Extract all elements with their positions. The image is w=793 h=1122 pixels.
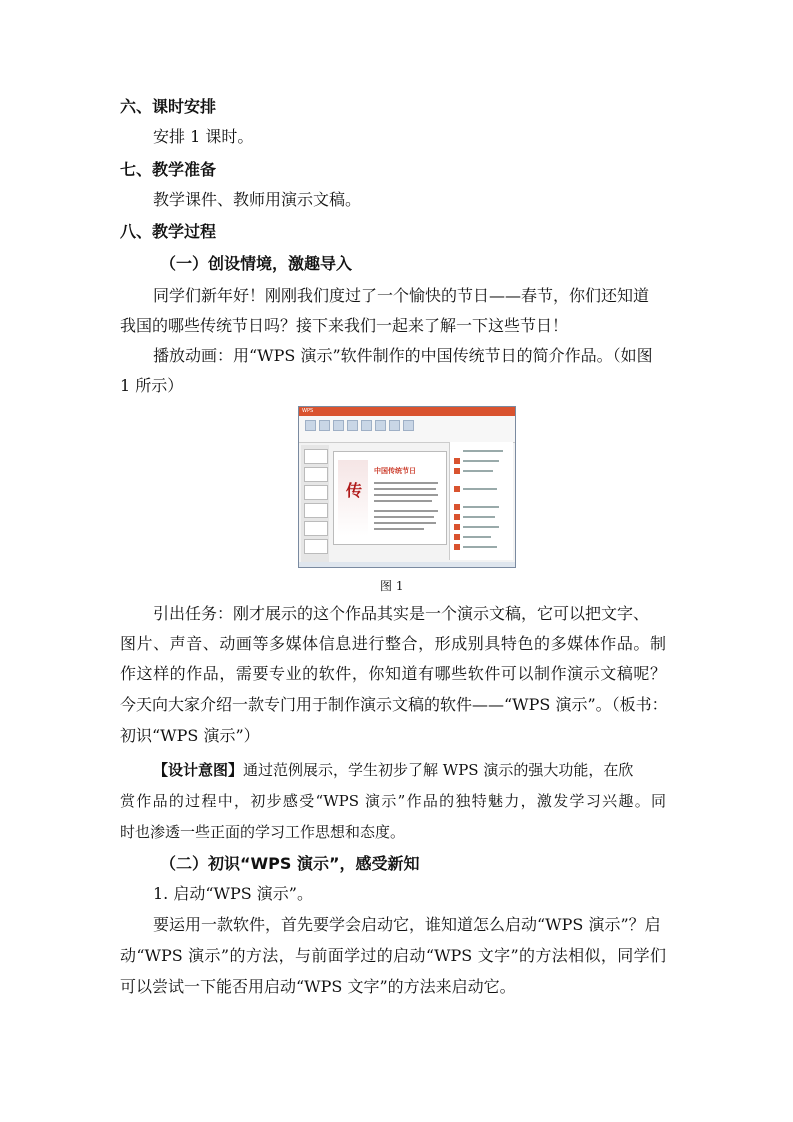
figure-slide-title: 中国传统节日 <box>374 467 416 475</box>
figure-ribbon <box>299 416 515 443</box>
subsection-1-heading: （一）创设情境，激趣导入 <box>160 254 353 273</box>
section-6-body: 安排 1 课时。 <box>153 127 254 146</box>
paragraph-3-line-1: 引出任务：刚才展示的这个作品其实是一个演示文稿，它可以把文字、 <box>153 604 650 623</box>
figure-caption: 图 1 <box>380 579 404 593</box>
paragraph-4-line-3: 可以尝试一下能否用启动“WPS 文字”的方法来启动它。 <box>120 977 516 996</box>
paragraph-2-line-1: 播放动画：用“WPS 演示”软件制作的中国传统节日的简介作品。（如图 <box>153 346 653 365</box>
subsection-2-heading: （二）初识“WPS 演示”，感受新知 <box>160 854 420 873</box>
paragraph-4-line-2: 动“WPS 演示”的方法，与前面学过的启动“WPS 文字”的方法相似，同学们 <box>120 946 666 965</box>
design-intent-text: 通过范例展示，学生初步了解 WPS 演示的强大功能，在欣 <box>243 761 634 779</box>
design-intent-line-3: 时也渗透一些正面的学习工作思想和态度。 <box>120 823 406 841</box>
figure-slide-art: 传 <box>338 460 368 536</box>
design-intent-line-2: 赏作品的过程中，初步感受“WPS 演示”作品的独特魅力，激发学习兴趣。同 <box>120 792 666 810</box>
paragraph-4-line-1: 要运用一款软件，首先要学会启动它，谁知道怎么启动“WPS 演示”？启 <box>153 915 661 934</box>
list-item-1: 1. 启动“WPS 演示”。 <box>153 884 313 903</box>
figure-slide-canvas <box>333 451 447 545</box>
figure-slide-thumbnails <box>301 445 329 563</box>
figure-titlebar <box>299 407 515 416</box>
paragraph-2-line-2: 1 所示） <box>120 376 184 395</box>
section-7-body: 教学课件、教师用演示文稿。 <box>153 190 362 209</box>
figure-status-bar <box>299 562 515 567</box>
design-intent-line-1 <box>153 760 633 780</box>
paragraph-3-line-2: 图片、声音、动画等多媒体信息进行整合，形成别具特色的多媒体作品。制 <box>120 634 666 653</box>
figure-app-logo: WPS <box>302 408 314 414</box>
paragraph-3-line-3: 作这样的作品，需要专业的软件，你知道有哪些软件可以制作演示文稿呢？ <box>120 664 666 683</box>
paragraph-3-line-4: 今天向大家介绍一款专门用于制作演示文稿的软件——“WPS 演示”。（板书： <box>120 695 668 714</box>
section-8-heading: 八、教学过程 <box>120 222 217 241</box>
paragraph-1-line-1: 同学们新年好！刚刚我们度过了一个愉快的节日——春节，你们还知道 <box>153 286 650 305</box>
figure-task-pane <box>449 442 513 560</box>
paragraph-1-line-2: 我国的哪些传统节日吗？接下来我们一起来了解一下这些节日！ <box>120 316 569 335</box>
figure-wps-screenshot <box>298 406 516 568</box>
section-6-heading: 六、课时安排 <box>120 97 217 116</box>
design-intent-label: 【设计意图】 <box>153 761 244 779</box>
paragraph-3-line-5: 初识“WPS 演示”） <box>120 726 260 745</box>
section-7-heading: 七、教学准备 <box>120 160 217 179</box>
